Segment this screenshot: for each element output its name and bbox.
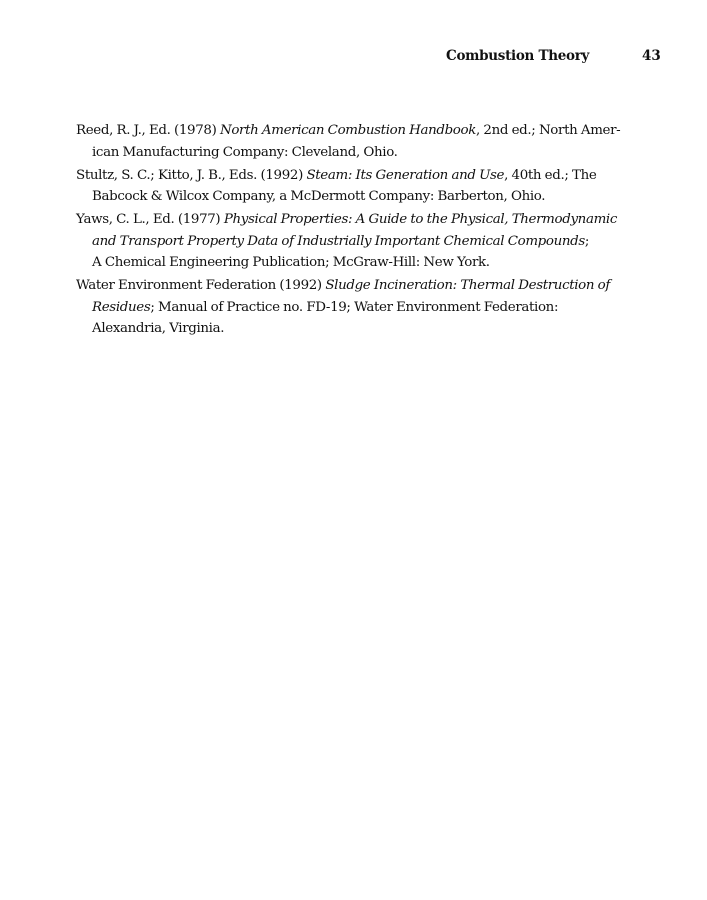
reference-entry — [76, 275, 610, 340]
reference-title-text: Steam: Its Generation and Use — [306, 167, 505, 183]
reference-text: ; — [584, 233, 590, 249]
reference-title-text: Physical Properties: A Guide to the Physical, Thermodynamic — [223, 212, 618, 227]
reference-entry — [76, 209, 618, 274]
reference-text: Babcock & Wilcox Company, a McDermott Company: Barberton, Ohio. — [92, 189, 546, 204]
reference-text: Yaws, C. L., Ed. (1977) — [76, 212, 224, 227]
reference-text: Stultz, S. C.; Kitto, J. B., Eds. (1992) — [76, 167, 307, 183]
reference-text: , 40th ed.; The — [504, 167, 597, 183]
reference-text: A Chemical Engineering Publication; McGraw-Hill: New York. — [92, 255, 490, 270]
reference-title-text: Residues — [92, 299, 151, 315]
reference-title-text: Sludge Incineration: Thermal Destruction of — [325, 278, 610, 293]
reference-text: Reed, R. J., Ed. (1978) — [76, 123, 220, 138]
reference-title-text: North American Combustion Handbook — [219, 123, 476, 138]
reference-text: Alexandria, Virginia. — [92, 321, 225, 336]
reference-list — [76, 120, 621, 341]
reference-text: Water Environment Federation (1992) — [76, 278, 326, 293]
reference-text: , 2nd ed.; North Amer- — [475, 123, 621, 138]
reference-title-text: and Transport Property Data of Industrially Important Chemical Compounds — [92, 233, 585, 249]
reference-text: ; Manual of Practice no. FD-19; Water Environment Federation: — [150, 299, 559, 315]
reference-entry — [76, 165, 597, 208]
header-title: Combustion Theory — [446, 48, 590, 64]
running-header — [0, 48, 707, 68]
reference-text: ican Manufacturing Company: Cleveland, Ohio. — [92, 144, 398, 160]
reference-entry — [76, 120, 621, 163]
page-number: 43 — [642, 48, 661, 64]
